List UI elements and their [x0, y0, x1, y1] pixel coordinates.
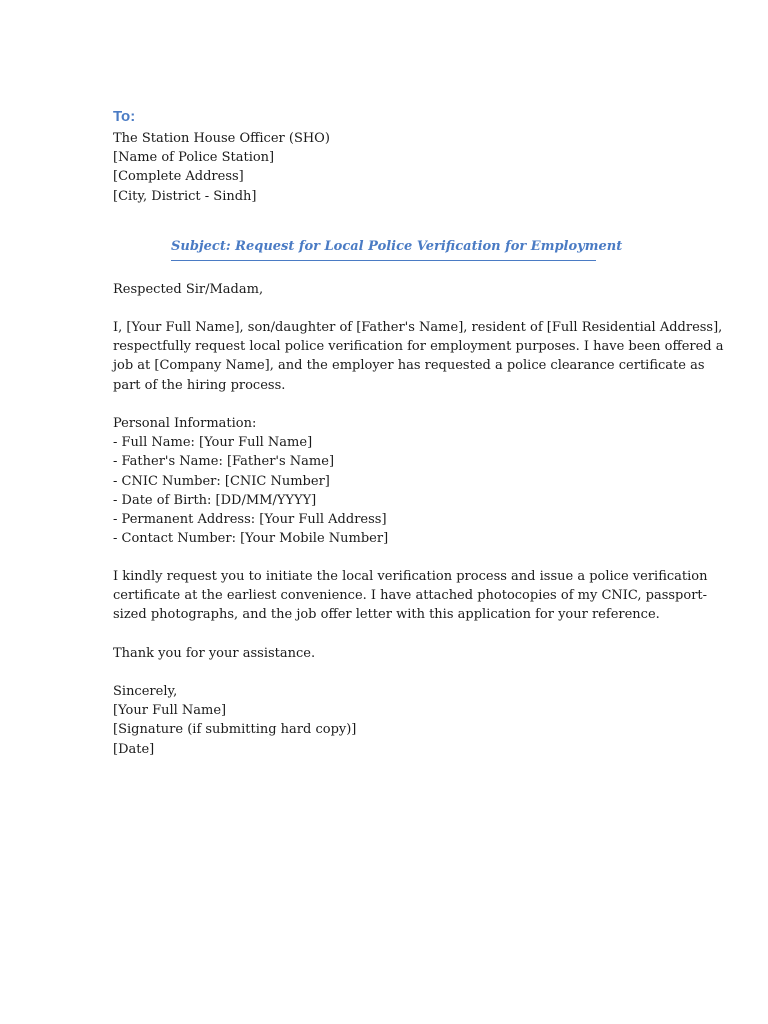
personal-info-item: - Father's Name: [Father's Name] [113, 454, 335, 470]
personal-info-item: - CNIC Number: [CNIC Number] [113, 473, 330, 489]
thanks-text: Thank you for your assistance. [113, 646, 316, 661]
request-line: sized photographs, and the job offer letter with this application for your reference. [113, 607, 660, 623]
recipient-line: [Complete Address] [113, 169, 244, 185]
closing-block [113, 682, 673, 759]
personal-information [113, 414, 673, 548]
recipient-line: [City, District - Sindh] [113, 188, 257, 204]
request-paragraph [113, 567, 708, 625]
intro-paragraph [113, 318, 724, 395]
subject-line: Subject: Request for Local Police Verification for Employment [171, 239, 623, 254]
personal-info-item: - Date of Birth: [DD/MM/YYYY] [113, 492, 317, 508]
closing-date: [Date] [113, 741, 155, 757]
personal-info-item: - Full Name: [Your Full Name] [113, 435, 313, 451]
intro-line: part of the hiring process. [113, 377, 286, 393]
personal-info-item: - Contact Number: [Your Mobile Number] [113, 531, 389, 547]
intro-line: respectfully request local police verification for employment purposes. I have been offered a [113, 339, 724, 355]
intro-line: I, [Your Full Name], son/daughter of [Father's Name], resident of [Full Residential Address], [113, 320, 723, 335]
salutation-text: Respected Sir/Madam, [113, 282, 264, 297]
closing-name: [Your Full Name] [113, 703, 227, 719]
subject-block [171, 237, 623, 261]
personal-info-item: - Permanent Address: [Your Full Address] [113, 512, 387, 528]
request-line: I kindly request you to initiate the local verification process and issue a police verification [113, 569, 708, 584]
closing-signature: [Signature (if submitting hard copy)] [113, 722, 357, 738]
request-line: certificate at the earliest convenience. I have attached photocopies of my CNIC, passport- [113, 588, 708, 604]
recipient-line: The Station House Officer (SHO) [113, 131, 330, 146]
personal-info-heading: Personal Information: [113, 416, 257, 431]
salutation [113, 280, 673, 299]
thanks-line [113, 644, 673, 663]
closing-line: Sincerely, [113, 684, 178, 699]
to-heading: To: [113, 108, 136, 125]
recipient-address [113, 129, 330, 206]
intro-line: job at [Company Name], and the employer has requested a police clearance certificate as [113, 358, 705, 374]
recipient-line: [Name of Police Station] [113, 150, 275, 166]
